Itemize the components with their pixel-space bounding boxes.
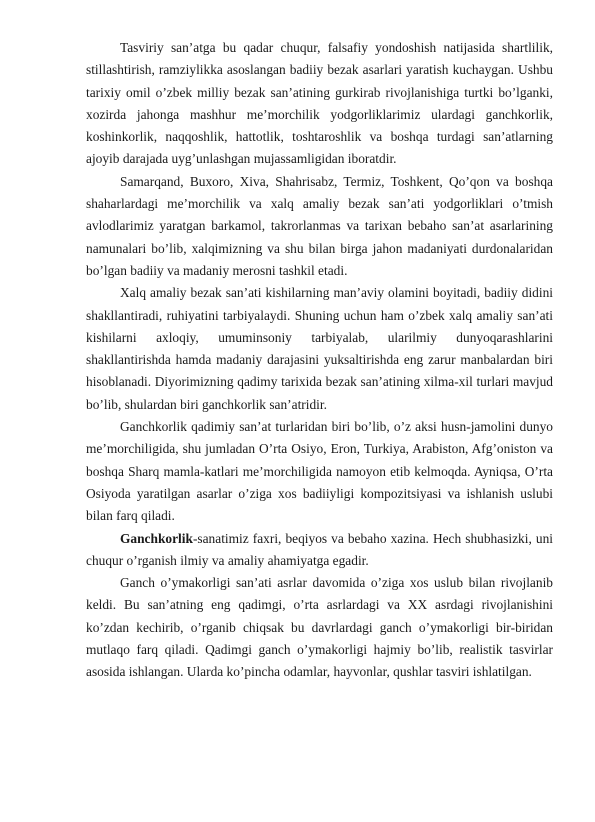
paragraph-4: [86, 416, 553, 527]
paragraph-6-text: Ganch o’ymakorligi san’ati asrlar davomida o’ziga xos uslub bilan rivojlanib keldi. Bu san’atning eng qadimgi, o’rta asrlardagi va XX asrdagi rivojlanishini ko’zdan kechirib, o’rganib chiqsak bu davrlardagi ganch o’ymakorligi bir-biridan mutlaqo farq qiladi. Qadimgi ganch o’ymakorligi hajmiy bo’lib, realistik tasvirlar asosida ishlangan. Ularda ko’pincha odamlar, hayvonlar, qushlar tasviri ishlatilgan.: [86, 575, 553, 680]
paragraph-3: [86, 282, 553, 416]
paragraph-5-text: -sanatimiz faxri, beqiyos va bebaho xazina. Hech shubhasizki, uni chuqur o’rganish ilmiy va amaliy ahamiyatga egadir.: [86, 530, 553, 568]
paragraph-1-text: Tasviriy san’atga bu qadar chuqur, falsafiy yondoshish natijasida shartlilik, stillashtirish, ramziylikka asoslangan badiiy bezak asarlari yaratish kuchaygan. Ushbu tarixiy omil o’zbek milliy bezak san’atining gurkirab rivojlanishiga turtki bo’lganki, xozirda jahonga mashhur me’morchilik yodgorliklarimiz ulardagi ganchkorlik, koshinkorlik, naqqoshlik, hattotlik, toshtaroshlik va boshqa turdagi san’atlarning ajoyib darajada uyg’unlashgan mujassamligidan iboratdir.: [86, 40, 553, 167]
paragraph-5: [86, 528, 553, 573]
paragraph-2-text: Samarqand, Buxoro, Xiva, Shahrisabz, Termiz, Toshkent, Qo’qon va boshqa shaharlardagi me’morchilik va xalq amaliy bezak san’ati yodgorliklari o’tmish avlodlarimiz yaratgan barkamol, takrorlanmas va tarixan bebaho san’at asarlarining namunalari bo’lib, xalqimizning va shu bilan birga jahon madaniyati durdonalaridan bo’lgan badiiy va madaniy merosni tashkil etadi.: [86, 173, 553, 278]
paragraph-6: [86, 572, 553, 683]
paragraph-1: [86, 37, 553, 171]
paragraph-5-bold-term: Ganchkorlik: [120, 530, 193, 546]
paragraph-4-text: Ganchkorlik qadimiy san’at turlaridan biri bo’lib, o’z aksi husn-jamolini dunyo me’morchiligida, shu jumladan O’rta Osiyo, Eron, Turkiya, Arabiston, Afg’oniston va boshqa Sharq mamla-katlari me’morchiligida namoyon etib kelmoqda. Ayniqsa, O’rta Osiyoda yaratilgan asarlar o’ziga xos badiiyligi kompozitsiyasi va ishlanish uslubi bilan farq qiladi.: [86, 419, 553, 524]
document-page: [86, 37, 553, 684]
paragraph-2: [86, 171, 553, 282]
paragraph-3-text: Xalq amaliy bezak san’ati kishilarning man’aviy olamini boyitadi, badiiy didini shakllantiradi, ruhiyatini tarbiyalaydi. Shuning uchun ham o’zbek xalq amaliy san’ati kishilarni axloqiy, umuminsoniy tarbiyalab, ularilmiy dunyoqarashlarini shakllantirishda hamda madaniy darajasini yuksaltirishda eng zarur manbalardan biri hisoblanadi. Diyorimizning qadimy tarixida bezak san’atining xilma-xil turlari mavjud bo’lib, shulardan biri ganchkorlik san’atridir.: [86, 285, 553, 412]
